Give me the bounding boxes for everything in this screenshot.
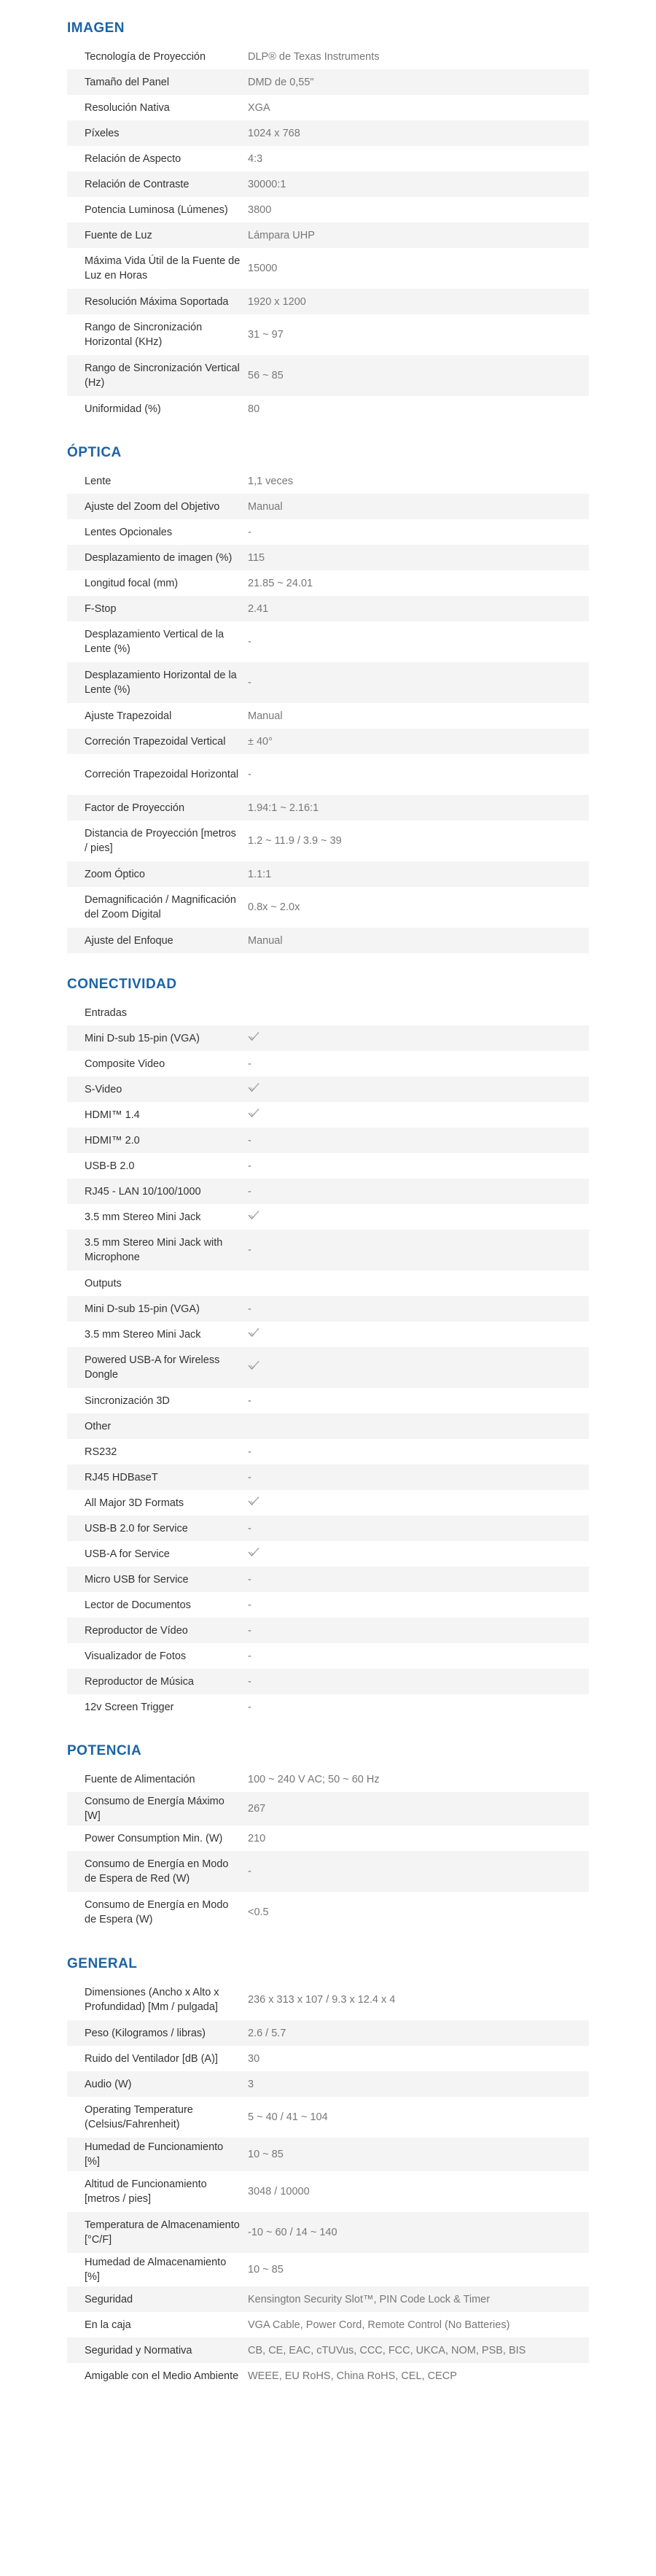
spec-value: 1,1 veces (248, 475, 294, 487)
spec-label: Longitud focal (mm) (85, 577, 179, 589)
spec-row (67, 1439, 589, 1464)
spec-row (67, 1541, 589, 1567)
checkmark-icon (248, 1210, 259, 1220)
section-conectividad (67, 975, 589, 1720)
spec-row (67, 1230, 589, 1270)
spec-label: Lector de Documentos (85, 1599, 191, 1611)
spec-row (67, 729, 589, 754)
spec-row (67, 171, 589, 197)
spec-label: Mini D-sub 15-pin (VGA) (85, 1303, 200, 1315)
spec-value: 1.2 ~ 11.9 / 3.9 ~ 39 (248, 835, 342, 847)
spec-label: HDMI™ 2.0 (85, 1134, 140, 1147)
spec-row (67, 1592, 589, 1618)
spec-value: Kensington Security Slot™, PIN Code Lock & Timer (248, 2293, 491, 2305)
spec-row (67, 2312, 589, 2338)
spec-value: - (248, 1185, 251, 1198)
spec-label: Lentes Opcionales (85, 526, 173, 538)
spec-table (67, 1000, 589, 1720)
spec-label: HDMI™ 1.4 (85, 1109, 140, 1121)
spec-label: Correción Trapezoidal Vertical (85, 735, 226, 748)
spec-row (67, 2286, 589, 2312)
spec-label: Power Consumption Min. (W) (85, 1832, 223, 1844)
section-title: GENERAL (67, 1956, 138, 1971)
spec-value: - (248, 1599, 251, 1611)
spec-table (67, 468, 589, 953)
spec-label: Entradas (85, 1006, 128, 1019)
spec-value: -10 ~ 60 / 14 ~ 140 (248, 2227, 337, 2238)
spec-value: - (248, 677, 251, 688)
spec-value: VGA Cable, Power Cord, Remote Control (No Batteries) (248, 2319, 510, 2331)
spec-value: - (248, 1160, 251, 1172)
spec-value: 31 ~ 97 (248, 329, 284, 341)
spec-value: 30 (248, 2052, 260, 2065)
spec-row (67, 494, 589, 519)
spec-label: Lente (85, 475, 112, 487)
spec-label: Altitud de Funcionamiento [metros / pies] (85, 2179, 207, 2205)
spec-label: Powered USB-A for Wireless Dongle (85, 1354, 220, 1381)
checkmark-icon (248, 1360, 259, 1370)
spec-row (67, 1669, 589, 1694)
spec-row (67, 44, 589, 69)
spec-label: Ajuste del Enfoque (85, 934, 173, 947)
spec-row (67, 1102, 589, 1128)
spec-label: Reproductor de Vídeo (85, 1624, 188, 1637)
spec-row (67, 146, 589, 171)
spec-value: 1.1:1 (248, 868, 272, 880)
spec-value: 3048 / 10000 (248, 2186, 310, 2197)
section-title: POTENCIA (67, 1743, 142, 1758)
spec-row (67, 1051, 589, 1076)
spec-label: En la caja (85, 2319, 131, 2331)
spec-row (67, 197, 589, 222)
spec-row (67, 1347, 589, 1388)
spec-label: Peso (Kilogramos / libras) (85, 2027, 206, 2039)
spec-row (67, 69, 589, 95)
spec-row (67, 2253, 589, 2286)
spec-label: Mini D-sub 15-pin (VGA) (85, 1032, 200, 1044)
spec-label: Amigable con el Medio Ambiente (85, 2370, 239, 2382)
spec-row (67, 928, 589, 953)
spec-row (67, 1792, 589, 1826)
spec-label: Tamaño del Panel (85, 76, 170, 88)
spec-label: Píxeles (85, 127, 120, 139)
checkmark-icon (248, 1108, 259, 1118)
spec-label: Uniformidad (%) (85, 403, 161, 415)
spec-label: Relación de Contraste (85, 178, 190, 190)
spec-value: - (248, 1303, 251, 1315)
spec-row (67, 596, 589, 621)
spec-row (67, 1892, 589, 1933)
spec-label: Factor de Proyección (85, 802, 185, 814)
spec-row (67, 545, 589, 570)
spec-value: 10 ~ 85 (248, 2264, 284, 2276)
spec-row (67, 1388, 589, 1413)
spec-label: Potencia Luminosa (Lúmenes) (85, 203, 228, 216)
spec-value: Manual (248, 500, 283, 513)
spec-label: RS232 (85, 1446, 117, 1458)
spec-label: Fuente de Alimentación (85, 1773, 195, 1785)
spec-value: Manual (248, 710, 283, 722)
spec-value: 10 ~ 85 (248, 2149, 284, 2160)
spec-label: Ruido del Ventilador [dB (A)] (85, 2052, 218, 2065)
section-potencia (67, 1742, 589, 1933)
spec-row (67, 289, 589, 314)
section-optica (67, 443, 589, 953)
spec-row (67, 754, 589, 795)
spec-label: Ajuste Trapezoidal (85, 710, 172, 722)
spec-value (248, 1496, 589, 1510)
spec-row (67, 222, 589, 248)
spec-row (67, 2020, 589, 2046)
spec-label: USB-B 2.0 (85, 1160, 135, 1172)
spec-label: Resolución Máxima Soportada (85, 295, 229, 308)
spec-row (67, 2138, 589, 2171)
spec-value: 56 ~ 85 (248, 370, 284, 381)
spec-row (67, 1643, 589, 1669)
spec-label: Resolución Nativa (85, 101, 170, 114)
spec-row (67, 662, 589, 703)
spec-row (67, 1851, 589, 1892)
spec-row (67, 1766, 589, 1792)
spec-value: 2.41 (248, 602, 269, 615)
spec-label: Relación de Aspecto (85, 152, 181, 165)
spec-row (67, 1490, 589, 1516)
spec-value (248, 1108, 589, 1122)
spec-label: Desplazamiento Horizontal de la Lente (%) (85, 670, 237, 696)
spec-value: 100 ~ 240 V AC; 50 ~ 60 Hz (248, 1773, 380, 1785)
spec-value: <0.5 (248, 1906, 269, 1918)
section-imagen (67, 19, 589, 422)
spec-value: - (248, 526, 251, 538)
checkmark-icon (248, 1031, 259, 1041)
spec-row (67, 2171, 589, 2212)
spec-value: WEEE, EU RoHS, China RoHS, CEL, CECP (248, 2370, 457, 2382)
spec-row (67, 1979, 589, 2020)
spec-value: 236 x 313 x 107 / 9.3 x 12.4 x 4 (248, 1994, 396, 2006)
spec-row (67, 861, 589, 887)
spec-row (67, 468, 589, 494)
spec-label: Composite Video (85, 1058, 165, 1070)
spec-value: XGA (248, 101, 270, 114)
spec-row (67, 1826, 589, 1851)
spec-row (67, 1618, 589, 1643)
spec-label: 3.5 mm Stereo Mini Jack (85, 1211, 201, 1223)
spec-value: 115 (248, 551, 265, 564)
spec-label: Desplazamiento de imagen (%) (85, 551, 233, 564)
spec-row (67, 248, 589, 289)
spec-value: 1920 x 1200 (248, 295, 306, 308)
spec-label: Consumo de Energía Máximo [W] (85, 1796, 224, 1822)
spec-label: Operating Temperature (Celsius/Fahrenheit) (85, 2104, 193, 2130)
spec-row (67, 355, 589, 396)
spec-value: CB, CE, EAC, cTUVus, CCC, FCC, UKCA, NOM, PSB, BIS (248, 2344, 526, 2356)
spec-row (67, 570, 589, 596)
spec-row (67, 1076, 589, 1102)
spec-value: 5 ~ 40 / 41 ~ 104 (248, 2111, 328, 2123)
spec-label: Consumo de Energía en Modo de Espera (W) (85, 1899, 229, 1925)
spec-row (67, 1694, 589, 1720)
spec-label: Temperatura de Almacenamiento [°C/F] (85, 2219, 240, 2246)
spec-value: 1024 x 768 (248, 127, 300, 139)
spec-row (67, 820, 589, 861)
spec-row (67, 2071, 589, 2097)
spec-value: - (248, 1244, 251, 1256)
spec-row (67, 2212, 589, 2253)
spec-value: - (248, 1701, 251, 1713)
spec-label: Humedad de Almacenamiento [%] (85, 2257, 227, 2283)
spec-value: 1.94:1 ~ 2.16:1 (248, 802, 319, 814)
spec-value (248, 1360, 589, 1375)
section-title: IMAGEN (67, 20, 125, 36)
spec-label: Correción Trapezoidal Horizontal (85, 769, 239, 780)
spec-row (67, 95, 589, 120)
spec-label: Distancia de Proyección [metros / pies] (85, 828, 236, 854)
spec-label: Rango de Sincronización Horizontal (KHz) (85, 322, 203, 348)
section-title: CONECTIVIDAD (67, 977, 177, 992)
spec-value: 4:3 (248, 152, 263, 165)
spec-row (67, 1516, 589, 1541)
spec-table (67, 1766, 589, 1933)
spec-label: Demagnificación / Magnificación del Zoom Digital (85, 894, 236, 920)
spec-row (67, 1322, 589, 1347)
spec-value: 210 (248, 1832, 266, 1844)
spec-row (67, 1000, 589, 1025)
spec-label: F-Stop (85, 602, 117, 615)
spec-row (67, 1128, 589, 1153)
section-title: ÓPTICA (67, 445, 122, 460)
spec-row (67, 1179, 589, 1204)
spec-value: 15000 (248, 263, 278, 274)
spec-label: Visualizador de Fotos (85, 1650, 187, 1662)
spec-value: Manual (248, 934, 283, 947)
spec-label: Seguridad (85, 2293, 133, 2305)
spec-label: Outputs (85, 1277, 122, 1289)
spec-value (248, 1082, 589, 1097)
spec-row (67, 1567, 589, 1592)
spec-row (67, 1025, 589, 1051)
spec-value: - (248, 1573, 251, 1586)
spec-row (67, 621, 589, 662)
spec-value: 3 (248, 2078, 254, 2090)
spec-label: Consumo de Energía en Modo de Espera de Red (W) (85, 1858, 229, 1885)
spec-label: S-Video (85, 1083, 122, 1095)
spec-value: - (248, 1394, 251, 1407)
spec-value: - (248, 1058, 251, 1070)
spec-row (67, 1296, 589, 1322)
spec-value: ± 40° (248, 735, 273, 748)
spec-value: 30000:1 (248, 178, 286, 190)
spec-label: Ajuste del Zoom del Objetivo (85, 500, 220, 513)
spec-value: - (248, 1446, 251, 1458)
spec-value: - (248, 1471, 251, 1483)
spec-value: Lámpara UHP (248, 229, 315, 241)
spec-label: Reproductor de Música (85, 1675, 194, 1688)
checkmark-icon (248, 1082, 259, 1093)
spec-value (248, 1031, 589, 1046)
spec-label: Fuente de Luz (85, 229, 152, 241)
spec-row (67, 1270, 589, 1296)
checkmark-icon (248, 1496, 259, 1506)
spec-value: 2.6 / 5.7 (248, 2027, 286, 2039)
spec-label: 3.5 mm Stereo Mini Jack (85, 1328, 201, 1341)
spec-row (67, 120, 589, 146)
spec-label: Desplazamiento Vertical de la Lente (%) (85, 629, 224, 655)
spec-value: - (248, 1522, 251, 1535)
spec-value: 3800 (248, 203, 272, 216)
spec-value: - (248, 636, 251, 648)
spec-label: Audio (W) (85, 2078, 132, 2090)
spec-label: Micro USB for Service (85, 1573, 189, 1586)
spec-value (248, 1547, 589, 1561)
spec-value: - (248, 769, 251, 780)
spec-value: - (248, 1650, 251, 1662)
spec-value: 0.8x ~ 2.0x (248, 901, 300, 913)
spec-label: RJ45 HDBaseT (85, 1471, 158, 1483)
spec-row (67, 2338, 589, 2363)
spec-row (67, 1204, 589, 1230)
spec-label: 12v Screen Trigger (85, 1701, 174, 1713)
spec-value: DLP® de Texas Instruments (248, 50, 380, 63)
spec-label: RJ45 - LAN 10/100/1000 (85, 1185, 201, 1198)
spec-value: DMD de 0,55" (248, 76, 314, 88)
spec-row (67, 703, 589, 729)
spec-row (67, 1153, 589, 1179)
spec-row (67, 887, 589, 928)
spec-value (248, 1327, 589, 1342)
spec-value: 21.85 ~ 24.01 (248, 577, 313, 589)
spec-label: Dimensiones (Ancho x Alto x Profundidad) [Mm / pulgada] (85, 1987, 219, 2013)
checkmark-icon (248, 1327, 259, 1338)
spec-label: Zoom Óptico (85, 868, 145, 880)
spec-label: Sincronización 3D (85, 1394, 170, 1407)
spec-label: Seguridad y Normativa (85, 2344, 192, 2356)
spec-row (67, 795, 589, 820)
spec-table (67, 44, 589, 422)
spec-value: - (248, 1134, 251, 1147)
spec-label: USB-B 2.0 for Service (85, 1522, 188, 1535)
checkmark-icon (248, 1547, 259, 1557)
spec-row (67, 2097, 589, 2138)
spec-value (248, 1210, 589, 1225)
spec-label: 3.5 mm Stereo Mini Jack with Microphone (85, 1237, 223, 1263)
spec-label: Máxima Vida Útil de la Fuente de Luz en Horas (85, 255, 241, 282)
spec-label: All Major 3D Formats (85, 1497, 184, 1509)
spec-label: Other (85, 1420, 112, 1432)
spec-row (67, 314, 589, 355)
spec-label: Rango de Sincronización Vertical (Hz) (85, 362, 240, 389)
spec-row (67, 396, 589, 422)
spec-label: Humedad de Funcionamiento [%] (85, 2141, 224, 2168)
spec-value: - (248, 1675, 251, 1688)
spec-label: USB-A for Service (85, 1548, 170, 1560)
section-general (67, 1955, 589, 2389)
spec-row (67, 2363, 589, 2389)
spec-row (67, 1413, 589, 1439)
spec-row (67, 1464, 589, 1490)
spec-value: - (248, 1624, 251, 1637)
spec-value: 267 (248, 1803, 266, 1815)
spec-table (67, 1979, 589, 2389)
spec-value: 80 (248, 403, 260, 415)
spec-row (67, 519, 589, 545)
spec-label: Tecnología de Proyección (85, 50, 206, 63)
spec-row (67, 2046, 589, 2071)
spec-value: - (248, 1866, 251, 1877)
